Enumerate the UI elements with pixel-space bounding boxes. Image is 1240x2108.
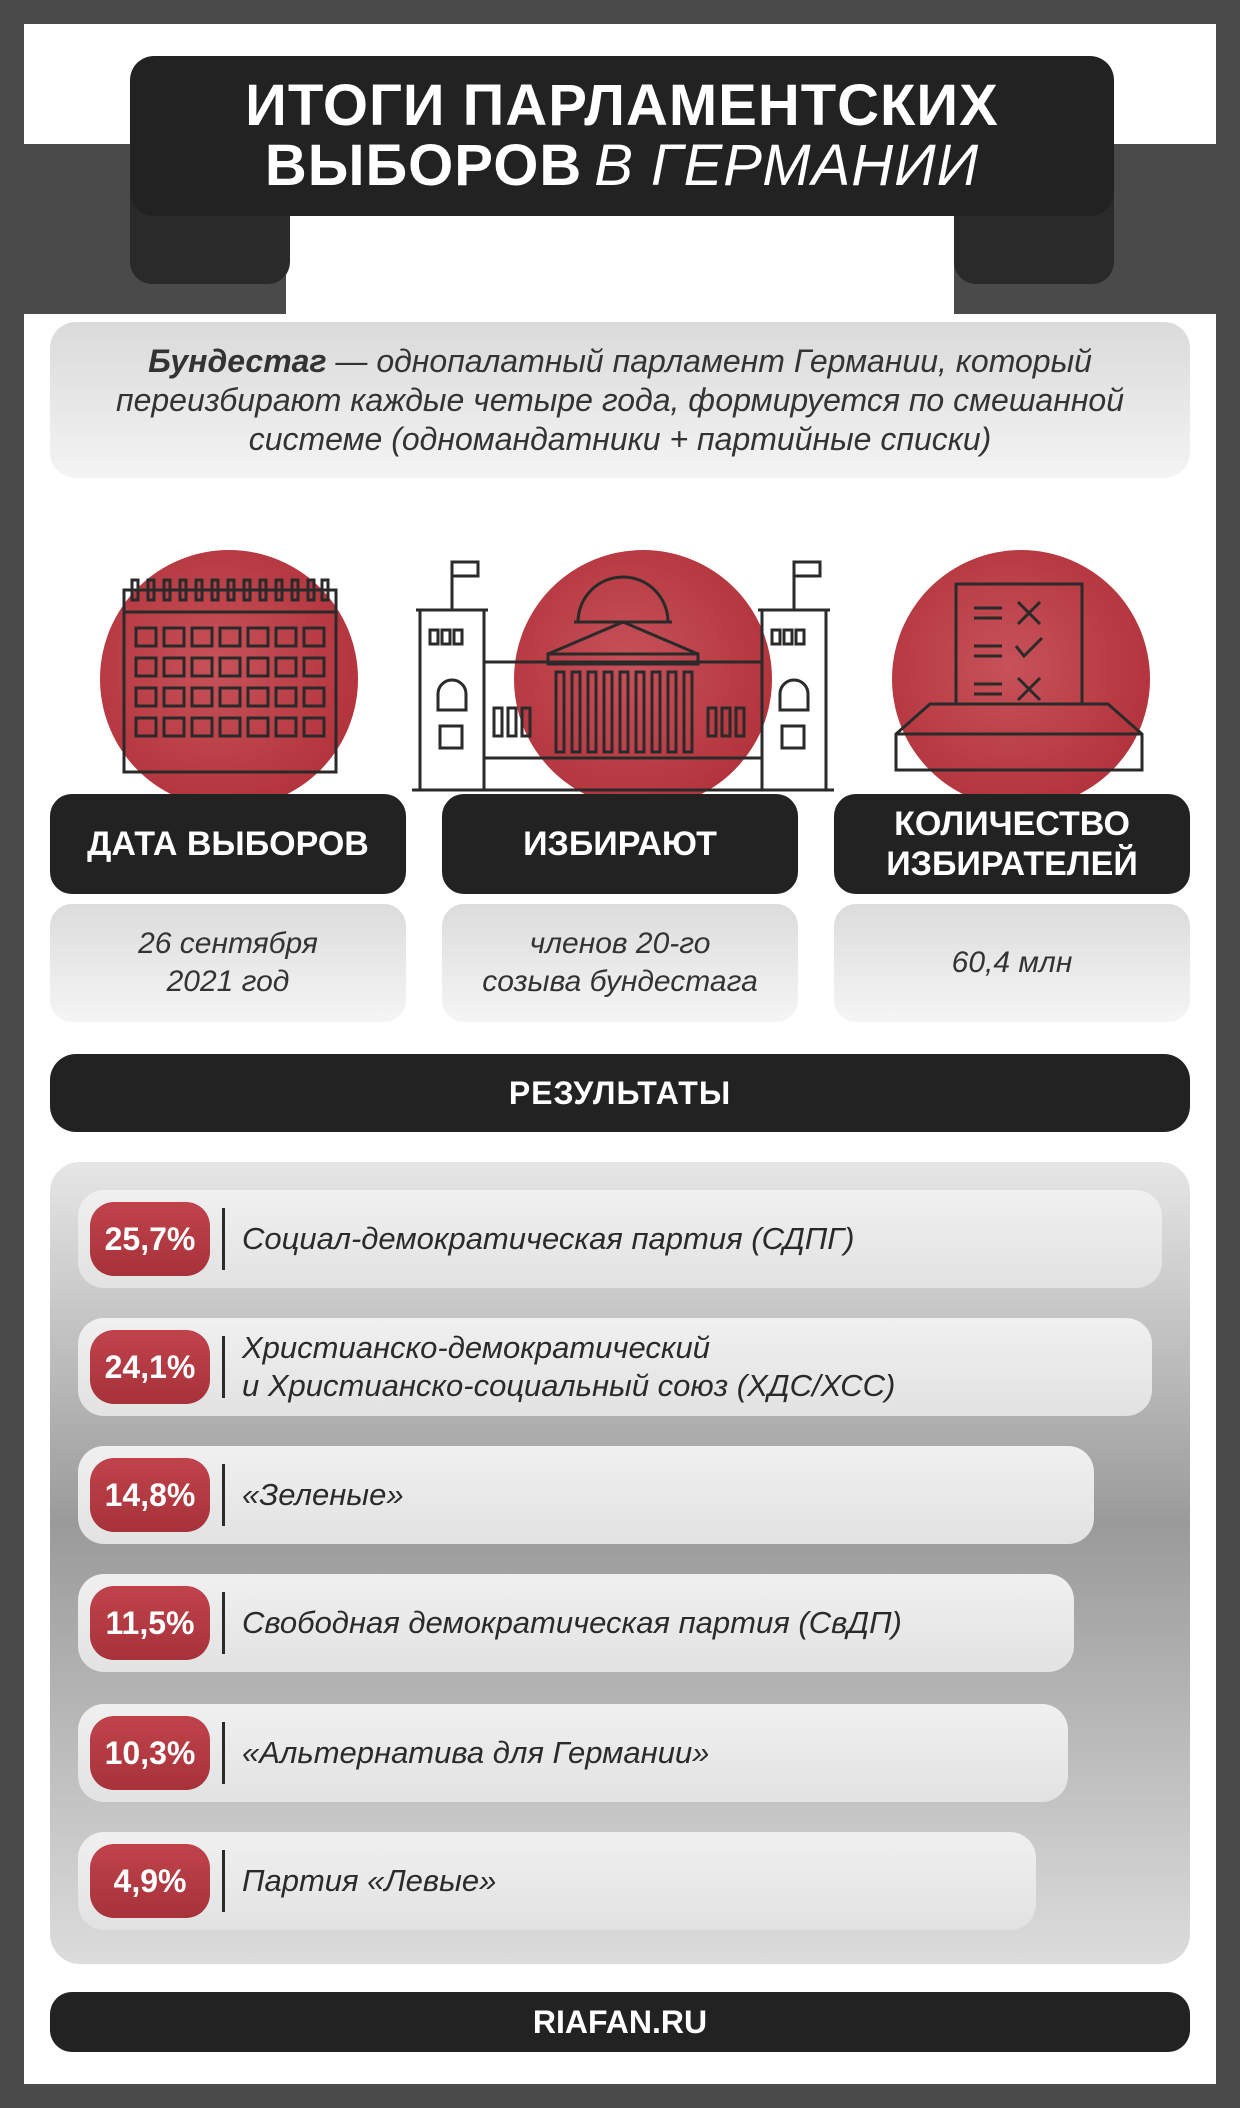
result-percent: 24,1%: [90, 1330, 210, 1404]
label-voters-line1: КОЛИЧЕСТВО: [894, 805, 1130, 843]
result-percent: 10,3%: [90, 1716, 210, 1790]
result-party: «Альтернатива для Германии»: [242, 1735, 710, 1770]
results-panel: [50, 1162, 1190, 1964]
ballot-box-icon: [856, 522, 1186, 812]
calendar-icon: [64, 522, 394, 812]
reichstag-building-icon: [408, 522, 838, 812]
value-voters: [834, 904, 1190, 1022]
value-election-date-line1: 26 сентября: [138, 927, 318, 960]
value-elected: [442, 904, 798, 1022]
result-divider: [222, 1208, 225, 1270]
result-percent: 25,7%: [90, 1202, 210, 1276]
label-elected-text: ИЗБИРАЮТ: [523, 825, 717, 863]
result-row: [78, 1318, 1152, 1416]
result-divider: [222, 1850, 225, 1912]
result-party: Свободная демократическая партия (СвДП): [242, 1605, 902, 1640]
result-party: Партия «Левые»: [242, 1863, 497, 1898]
title-line-2: [264, 133, 980, 198]
value-voters-text: 60,4 млн: [951, 946, 1073, 979]
result-divider: [222, 1722, 225, 1784]
result-percent: 14,8%: [90, 1458, 210, 1532]
value-election-date: [50, 904, 406, 1022]
label-election-date: [50, 794, 406, 894]
infographic: [24, 24, 1216, 2084]
result-party: Социал-демократическая партия (СДПГ): [242, 1221, 855, 1256]
result-party: Христианско-демократический и Христианско-социальный союз (ХДС/ХСС): [242, 1330, 896, 1403]
result-row: [78, 1574, 1074, 1672]
result-percent: 11,5%: [90, 1586, 210, 1660]
intro-paragraph: [75, 342, 1165, 459]
result-party: «Зеленые»: [242, 1477, 404, 1512]
source-footer: RIAFAN.RU: [50, 1992, 1190, 2052]
result-divider: [222, 1464, 225, 1526]
value-elected-line2: созыва бундестага: [482, 965, 758, 998]
result-row: [78, 1190, 1162, 1288]
title-bold: ВЫБОРОВ: [264, 133, 583, 198]
reichstag-drawing: [408, 522, 838, 812]
title-line-1: ИТОГИ ПАРЛАМЕНТСКИХ: [245, 73, 999, 138]
label-voters-line2: ИЗБИРАТЕЛЕЙ: [886, 845, 1138, 883]
results-title: РЕЗУЛЬТАТЫ: [50, 1054, 1190, 1132]
result-divider: [222, 1592, 225, 1654]
result-divider: [222, 1336, 225, 1398]
value-election-date-line2: 2021 год: [166, 965, 290, 998]
result-row: [78, 1446, 1094, 1544]
label-election-date-text: ДАТА ВЫБОРОВ: [87, 825, 369, 863]
label-elected: [442, 794, 798, 894]
page-title: [130, 56, 1114, 216]
ballot-drawing: [856, 522, 1186, 812]
value-elected-line1: членов 20-го: [529, 927, 711, 960]
result-row: [78, 1704, 1068, 1802]
title-thin: В ГЕРМАНИИ: [594, 133, 980, 198]
label-voters: [834, 794, 1190, 894]
result-row: [78, 1832, 1036, 1930]
intro-term: Бундестаг: [148, 342, 327, 379]
intro-text: [50, 322, 1190, 478]
intro-description: — однопалатный парламент Германии, который переизбирают каждые четыре года, формируется по смешанной системе (одномандатники + партийные списки): [115, 342, 1125, 457]
result-percent: 4,9%: [90, 1844, 210, 1918]
calendar-drawing: [64, 522, 394, 812]
